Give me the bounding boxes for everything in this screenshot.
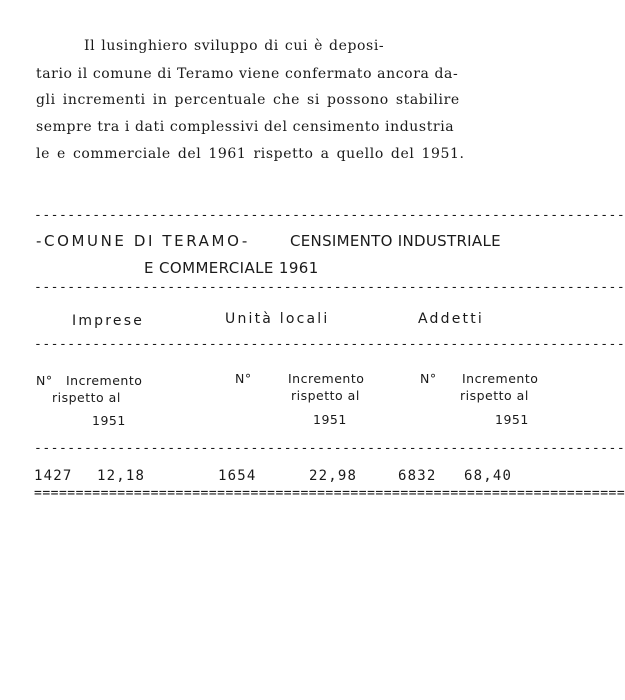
column-header-increment: Incremento xyxy=(462,371,539,386)
cell-unita-count: 1654 xyxy=(218,468,257,484)
column-header-year: 1951 xyxy=(495,412,529,427)
table-title-commune: -COMUNE DI TERAMO- xyxy=(36,232,250,250)
cell-imprese-count: 1427 xyxy=(34,468,73,484)
dashed-rule: ----------------------------------------------------------------------- xyxy=(34,441,625,456)
column-header-year: 1951 xyxy=(313,412,347,427)
cell-addetti-count: 6832 xyxy=(398,468,437,484)
group-header-addetti: Addetti xyxy=(418,311,484,327)
column-header-increment: Incremento xyxy=(288,371,365,386)
dashed-rule: ----------------------------------------------------------------------- xyxy=(34,280,625,295)
dashed-rule: ----------------------------------------------------------------------- xyxy=(34,208,625,223)
column-header-number: N° xyxy=(235,371,252,386)
cell-unita-increment: 22,98 xyxy=(309,468,358,484)
double-rule: ======================================================================= xyxy=(34,486,625,501)
cell-imprese-increment: 12,18 xyxy=(97,468,146,484)
column-header-relative: rispetto al xyxy=(291,388,360,403)
paragraph-line: sempre tra i dati complessivi del censimento industria xyxy=(36,119,455,135)
column-header-number: N° xyxy=(420,371,437,386)
dashed-rule: ----------------------------------------------------------------------- xyxy=(34,337,625,352)
table-title-commercial: E COMMERCIALE 1961 xyxy=(144,259,319,277)
group-header-unita-locali: Unità locali xyxy=(225,311,330,327)
column-header-relative: rispetto al xyxy=(460,388,529,403)
column-header-relative: rispetto al xyxy=(52,390,121,405)
group-header-imprese: Imprese xyxy=(72,313,145,329)
paragraph-line: le e commerciale del 1961 rispetto a quello del 1951. xyxy=(36,146,465,162)
paragraph-line: tario il comune di Teramo viene confermato ancora da- xyxy=(36,66,459,82)
paragraph-line: Il lusinghiero sviluppo di cui è deposi- xyxy=(84,38,385,54)
column-header-year: 1951 xyxy=(92,413,126,428)
column-header-number: N° xyxy=(36,373,53,388)
cell-addetti-increment: 68,40 xyxy=(464,468,513,484)
column-header-increment: Incremento xyxy=(66,373,143,388)
table-title-census: CENSIMENTO INDUSTRIALE xyxy=(290,232,501,250)
paragraph-line: gli incrementi in percentuale che si possono stabilire xyxy=(36,92,460,108)
